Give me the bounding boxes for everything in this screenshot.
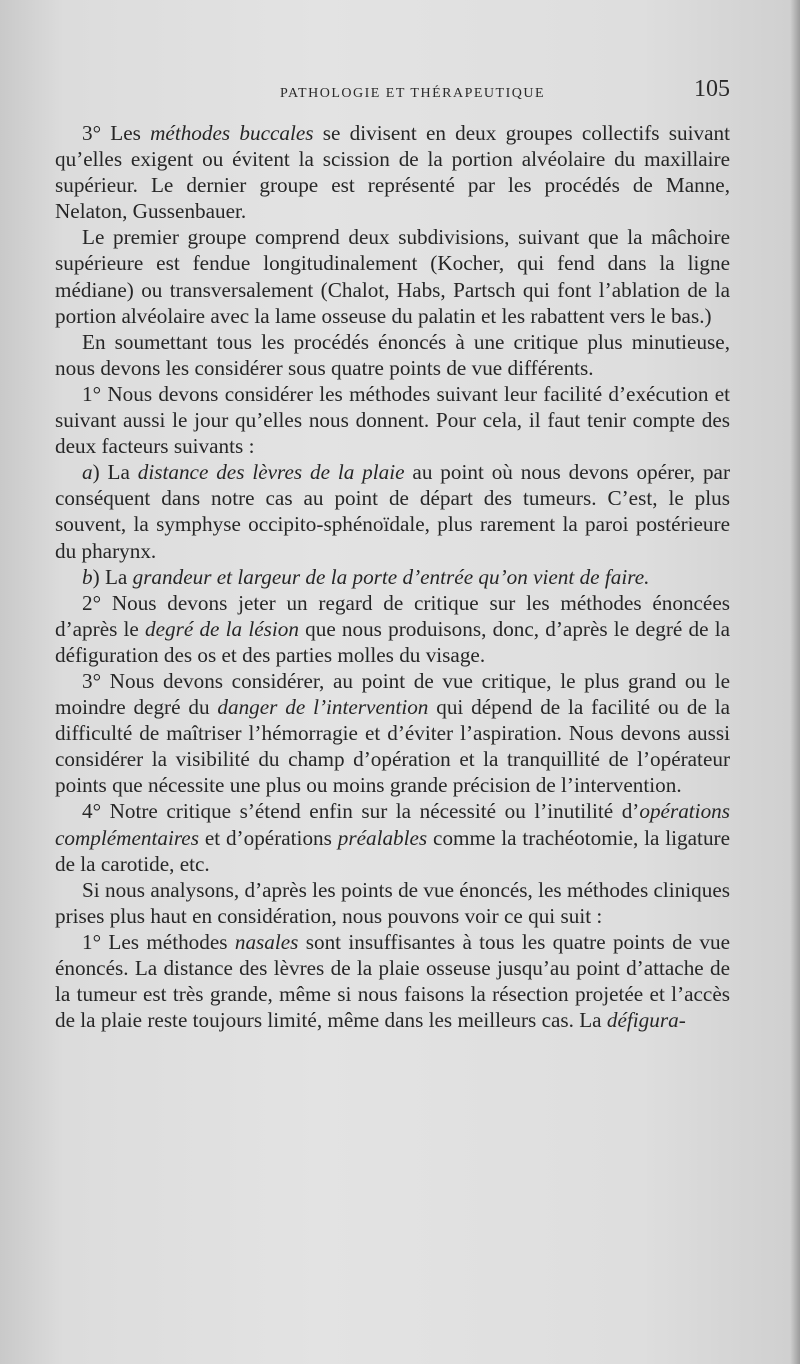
paragraph-p9 — [55, 798, 730, 876]
italic-text: grandeur et largeur de la porte d’entrée qu’on vient de faire. — [132, 564, 650, 589]
italic-text: degré de la lésion — [145, 616, 299, 641]
body-text — [55, 120, 730, 1033]
italic-text: opérations complémentaires — [55, 799, 730, 850]
italic-text: nasales — [234, 929, 299, 954]
italic-text: b — [82, 564, 93, 589]
italic-text: danger de l’intervention — [217, 695, 429, 720]
paragraph-p1 — [55, 120, 730, 224]
paragraph-p4 — [55, 381, 730, 459]
page-number: 105 — [694, 76, 730, 102]
italic-text: préalables — [337, 825, 428, 850]
italic-text: méthodes buccales — [150, 121, 314, 145]
italic-text: a — [82, 460, 93, 485]
paragraph-p6 — [55, 564, 730, 590]
text-segment: 2° Nous devons jeter un regard de critique sur les méthodes énoncées d’après le — [55, 590, 730, 641]
paragraph-p11 — [55, 929, 730, 1033]
text-segment: En soumettant tous les procédés énoncés à une critique plus minutieuse, nous devons les considérer sous quatre points de vue différents. — [55, 329, 730, 380]
paragraph-p8 — [55, 668, 730, 798]
running-head: PATHOLOGIE ET THÉRAPEUTIQUE — [279, 86, 545, 101]
text-segment: se divisent en deux groupes collectifs suivant qu’elles exigent ou évitent la scission de la portion alvéolaire du maxillaire supérieur. Le dernier groupe est représenté par les procédés de Manne, Nelaton, Gussenbauer. — [55, 121, 730, 224]
paragraph-p5 — [55, 459, 730, 563]
paragraph-p2 — [55, 224, 730, 328]
paragraph-p10 — [55, 877, 730, 929]
text-segment: Le premier groupe comprend deux subdivisions, suivant que la mâchoire supérieure est fendue longitudinalement (Kocher, qui fend dans la ligne médiane) ou transversalement (Chalot, Habs, Partsch qui font l’ablation de la portion alvéolaire avec la lame osseuse du palatin et les rabattent vers le bas.) — [55, 225, 730, 328]
text-segment: comme la trachéotomie, la ligature de la carotide, etc. — [55, 825, 730, 876]
text-segment: Si nous analysons, d’après les points de vue énoncés, les méthodes cliniques prises plus haut en considération, nous pouvons voir ce qui suit : — [55, 877, 730, 928]
text-segment: qui dépend de la facilité ou de la difficulté de maîtriser l’hémorragie et d’éviter l’aspiration. Nous devons aussi considérer la visibilité du champ d’opération et la tranquillité de l’opérateur points que nécessite une plus ou moins grande précision de l’intervention. — [55, 695, 730, 798]
text-segment: 4° Notre critique s’étend enfin sur la nécessité ou l’inutilité d’ — [82, 799, 640, 824]
text-segment: au point où nous devons opérer, par conséquent dans notre cas au point de départ des tumeurs. C’est, le plus souvent, la symphyse occipito-sphénoïdale, plus rarement la paroi postérieure du pharynx. — [55, 460, 731, 563]
text-segment: ) La — [92, 564, 133, 589]
paragraph-p7 — [55, 590, 730, 668]
text-segment: 3° Les — [82, 121, 151, 145]
text-segment: sont insuffisantes à tous les quatre points de vue énoncés. La distance des lèvres de la plaie osseuse jusqu’au point d’attache de la tumeur est très grande, même si nous faisons la résection projetée et l’accès de la plaie reste toujours limité, même dans les meilleurs cas. La — [55, 929, 730, 1033]
text-segment: 1° Les méthodes — [82, 929, 235, 954]
text-segment: 3° Nous devons considérer, au point de vue critique, le plus grand ou le moindre degré du — [55, 668, 730, 720]
italic-text: défigura- — [606, 1008, 686, 1033]
page-header — [55, 76, 730, 106]
italic-text: distance des lèvres de la plaie — [137, 460, 405, 485]
text-segment: 1° Nous devons considérer les méthodes suivant leur facilité d’exécution et suivant aussi le jour qu’elles nous donnent. Pour cela, il faut tenir compte des deux facteurs suivants : — [55, 381, 730, 459]
paragraph-p3 — [55, 329, 730, 381]
text-segment: que nous produisons, donc, d’après le degré de la défiguration des os et des parties molles du visage. — [55, 616, 730, 667]
text-segment: ) La — [92, 460, 138, 485]
text-segment: et d’opérations — [198, 825, 338, 850]
